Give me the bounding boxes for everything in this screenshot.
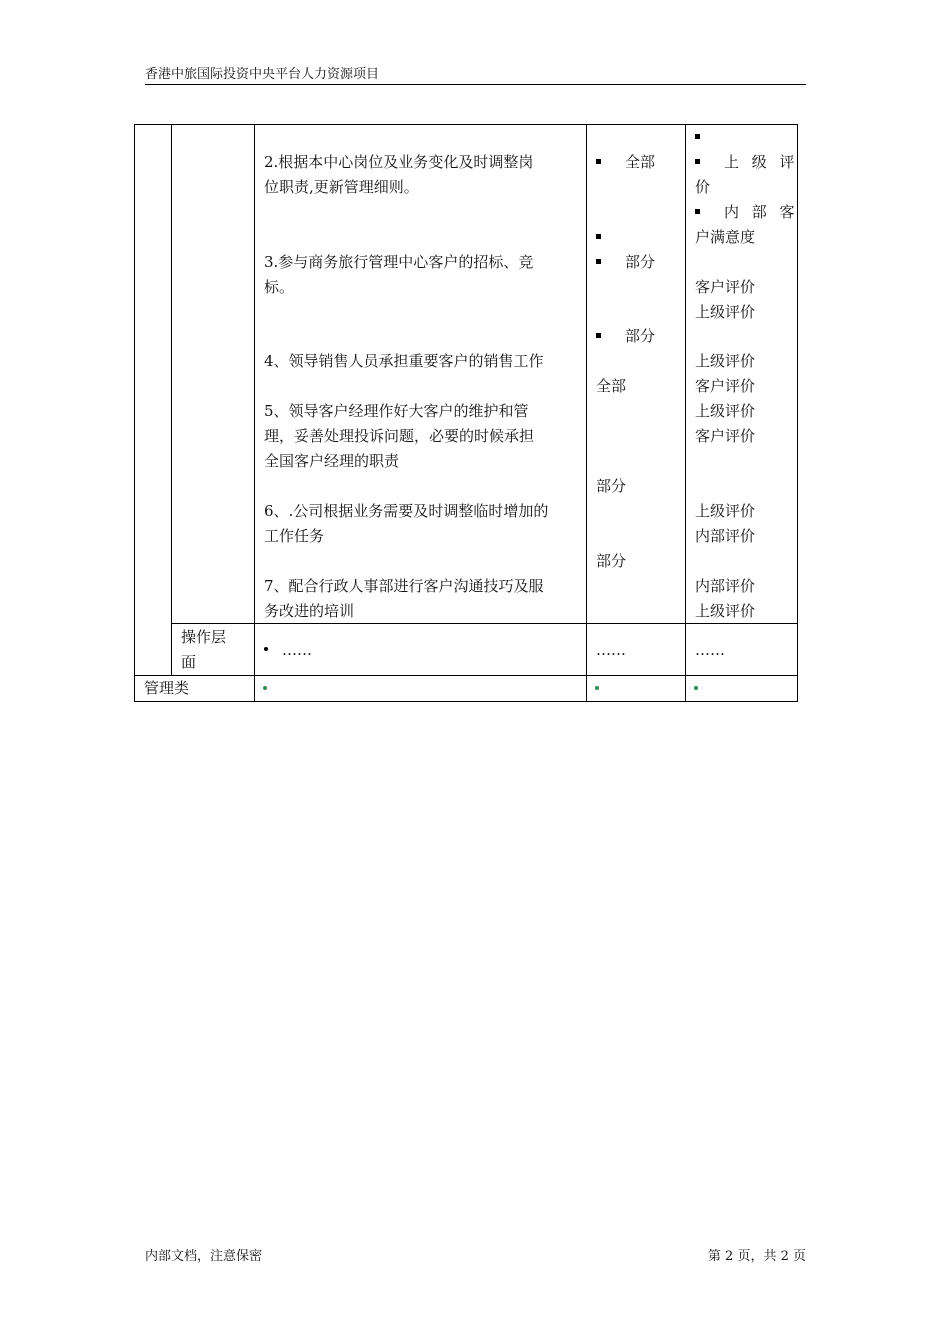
scope-2 bbox=[596, 250, 655, 275]
evaluation-3-line-2: 上级评价 bbox=[695, 303, 756, 321]
evaluation-2-text: 内 部 客 bbox=[724, 203, 799, 221]
scope-2-text: 部分 bbox=[625, 253, 656, 271]
footer-confidential: 内部文档，注意保密 bbox=[145, 1249, 263, 1264]
square-bullet-icon bbox=[596, 259, 601, 264]
duty-6-line-2: 工作任务 bbox=[264, 527, 325, 545]
operation-level-line-2: 面 bbox=[181, 653, 197, 671]
duty-7-line-1: 7、配合行政人事部进行客户沟通技巧及服 bbox=[264, 577, 544, 595]
square-bullet-icon bbox=[695, 134, 700, 139]
operation-evaluation: …… bbox=[695, 641, 725, 659]
square-bullet-icon bbox=[695, 159, 700, 164]
evaluation-1-line-2: 价 bbox=[695, 178, 711, 196]
scope-3 bbox=[596, 324, 655, 349]
green-bullet-icon bbox=[595, 686, 599, 690]
table-row-divider-2 bbox=[134, 675, 798, 676]
duty-7-line-2: 务改进的培训 bbox=[264, 602, 355, 620]
table-border-bottom bbox=[134, 701, 798, 702]
evaluation-2-line-2: 户满意度 bbox=[695, 228, 756, 246]
table-divider-2 bbox=[254, 124, 255, 702]
duty-3-line-1: 3.参与商务旅行管理中心客户的招标、竞 bbox=[264, 253, 534, 271]
evaluation-3-line-1: 客户评价 bbox=[695, 278, 756, 296]
green-bullet-icon bbox=[694, 686, 698, 690]
operation-duty bbox=[264, 638, 312, 663]
evaluation-1-text: 上 级 评 bbox=[724, 153, 799, 171]
scope-4: 全部 bbox=[596, 377, 627, 395]
evaluation-7-line-2: 上级评价 bbox=[695, 602, 756, 620]
scope-6: 部分 bbox=[596, 552, 627, 570]
table-divider-3 bbox=[586, 124, 587, 702]
evaluation-4-line-1: 上级评价 bbox=[695, 352, 756, 370]
square-bullet-icon bbox=[596, 333, 601, 338]
green-bullet-icon bbox=[263, 686, 267, 690]
table-divider-1 bbox=[171, 124, 172, 675]
scope-1-text: 全部 bbox=[625, 153, 656, 171]
duty-5-line-1: 5、领导客户经理作好大客户的维护和管 bbox=[264, 402, 529, 420]
square-bullet-icon bbox=[695, 209, 700, 214]
evaluation-6-line-1: 上级评价 bbox=[695, 502, 756, 520]
square-bullet-icon bbox=[596, 234, 601, 239]
management-category: 管理类 bbox=[144, 679, 190, 697]
table-divider-4 bbox=[685, 124, 686, 702]
duty-5-line-2: 理，妥善处理投诉问题，必要的时候承担 bbox=[264, 427, 535, 445]
scope-3-text: 部分 bbox=[625, 327, 656, 345]
duty-3-line-2: 标。 bbox=[264, 278, 295, 296]
evaluation-6-line-2: 内部评价 bbox=[695, 527, 756, 545]
evaluation-5-line-2: 客户评价 bbox=[695, 427, 756, 445]
scope-empty-bullet bbox=[596, 225, 625, 250]
round-bullet-icon bbox=[264, 647, 268, 651]
evaluation-empty-bullet bbox=[695, 125, 724, 150]
duty-5-line-3: 全国客户经理的职责 bbox=[264, 452, 400, 470]
operation-scope: …… bbox=[596, 641, 626, 659]
square-bullet-icon bbox=[596, 159, 601, 164]
document-header bbox=[145, 66, 806, 85]
scope-5: 部分 bbox=[596, 477, 627, 495]
duty-2-line-2: 位职责,更新管理细则。 bbox=[264, 178, 419, 196]
evaluation-7-line-1: 内部评价 bbox=[695, 577, 756, 595]
duty-4-line-1: 4、领导销售人员承担重要客户的销售工作 bbox=[264, 352, 544, 370]
header-title: 香港中旅国际投资中央平台人力资源项目 bbox=[145, 67, 380, 82]
scope-1 bbox=[596, 150, 655, 175]
operation-level-line-1: 操作层 bbox=[181, 628, 227, 646]
evaluation-4-line-2: 客户评价 bbox=[695, 377, 756, 395]
table-border-left bbox=[134, 124, 135, 702]
operation-duty-text: …… bbox=[282, 641, 312, 659]
evaluation-2-line-1 bbox=[695, 200, 799, 225]
duty-2-line-1: 2.根据本中心岗位及业务变化及时调整岗 bbox=[264, 153, 534, 171]
evaluation-5-line-1: 上级评价 bbox=[695, 402, 756, 420]
evaluation-1-line-1 bbox=[695, 150, 799, 175]
footer-page-number: 第 2 页，共 2 页 bbox=[707, 1249, 806, 1264]
duty-6-line-1: 6、.公司根据业务需要及时调整临时增加的 bbox=[264, 502, 549, 520]
